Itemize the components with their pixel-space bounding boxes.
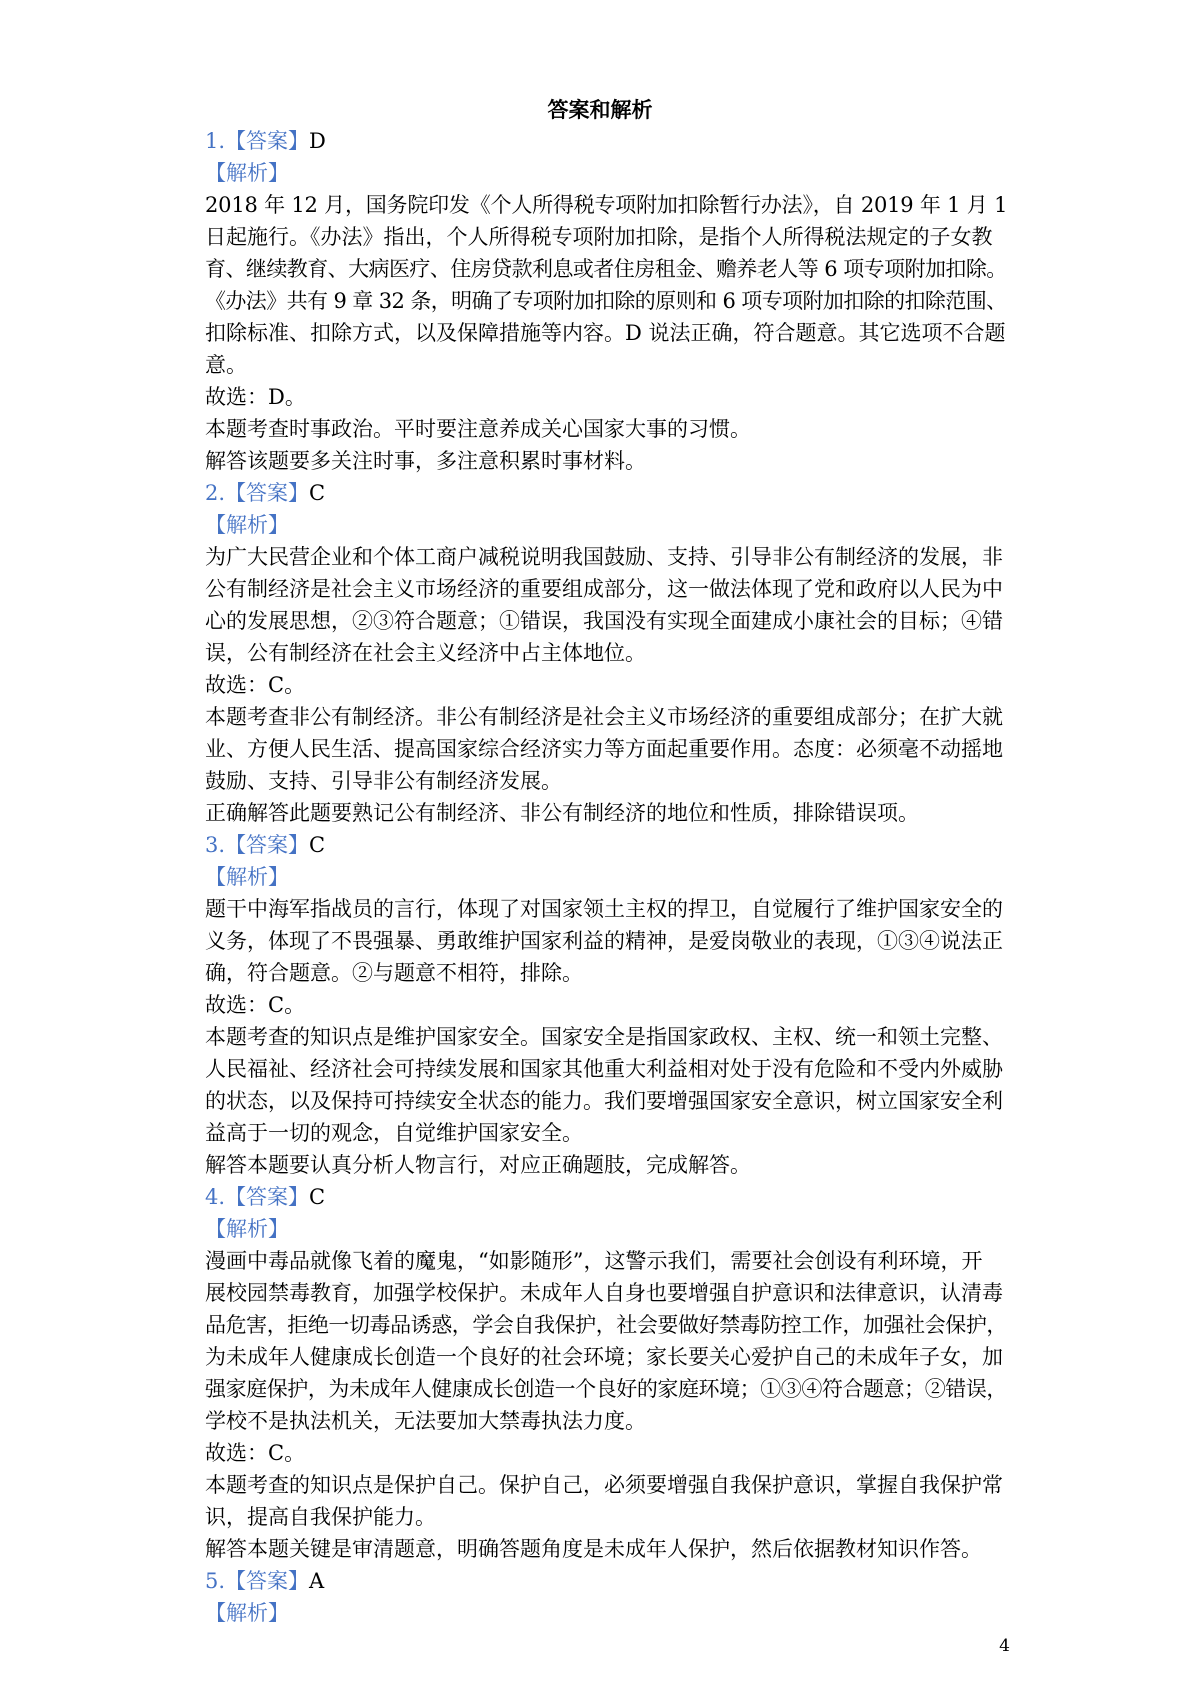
explanation-line: 本题考查非公有制经济。非公有制经济是社会主义市场经济的重要组成部分；在扩大就 <box>205 705 1003 729</box>
explanation-line: 故选：C。 <box>205 993 306 1017</box>
explanation-line: 漫画中毒品就像飞着的魔鬼，“如影随形”，这警示我们，需要社会创设有利环境，开 <box>205 1249 983 1273</box>
explanation-line: 品危害，拒绝一切毒品诱惑，学会自我保护，社会要做好禁毒防控工作，加强社会保护， <box>205 1313 1007 1337</box>
analysis-label: 【解析】 <box>205 1601 289 1625</box>
analysis-label: 【解析】 <box>205 513 289 537</box>
explanation-line: 题干中海军指战员的言行，体现了对国家领土主权的捍卫，自觉履行了维护国家安全的 <box>205 897 1003 921</box>
explanation-line: 本题考查时事政治。平时要注意养成关心国家大事的习惯。 <box>205 417 751 441</box>
answer-value: C <box>309 833 326 857</box>
explanation-line: 2018 年 12 月，国务院印发《个人所得税专项附加扣除暂行办法》，自 2019 年 1 月 1 <box>205 193 1008 217</box>
answer-label: 【答案】 <box>225 1185 310 1209</box>
explanation-line: 人民福祉、经济社会可持续发展和国家其他重大利益相对处于没有危险和不受内外威胁 <box>205 1057 1003 1081</box>
explanation-line: 展校园禁毒教育，加强学校保护。未成年人自身也要增强自护意识和法律意识，认清毒 <box>205 1281 1003 1305</box>
explanation-line: 误，公有制经济在社会主义经济中占主体地位。 <box>205 641 646 665</box>
explanation-line: 鼓励、支持、引导非公有制经济发展。 <box>205 769 562 793</box>
answer-value: D <box>309 129 326 153</box>
answer-header <box>205 829 1007 861</box>
question-number: 5. <box>205 1569 226 1593</box>
explanation-line: 故选：C。 <box>205 673 306 697</box>
explanation-line: 的状态，以及保持可持续安全状态的能力。我们要增强国家安全意识，树立国家安全利 <box>205 1089 1003 1113</box>
question-number: 2. <box>205 481 226 505</box>
explanation-line: 扣除标准、扣除方式，以及保障措施等内容。D 说法正确，符合题意。其它选项不合题 <box>205 321 1006 345</box>
explanation-line: 学校不是执法机关，无法要加大禁毒执法力度。 <box>205 1409 646 1433</box>
explanation-line: 心的发展思想，②③符合题意；①错误，我国没有实现全面建成小康社会的目标；④错 <box>205 609 1003 633</box>
explanation-line: 本题考查的知识点是维护国家安全。国家安全是指国家政权、主权、统一和领土完整、 <box>205 1025 1003 1049</box>
answer-header <box>205 1181 1007 1213</box>
answer-header <box>205 477 1007 509</box>
explanation-line: 解答该题要多关注时事，多注意积累时事材料。 <box>205 449 646 473</box>
explanation-line: 公有制经济是社会主义市场经济的重要组成部分，这一做法体现了党和政府以人民为中 <box>205 577 1003 601</box>
page-number: 4 <box>999 1636 1010 1656</box>
explanation-line: 育、继续教育、大病医疗、住房贷款利息或者住房租金、赡养老人等 6 项专项附加扣除。 <box>205 257 1007 281</box>
answer-label: 【答案】 <box>225 481 310 505</box>
explanation-line: 意。 <box>205 353 247 377</box>
answer-label: 【答案】 <box>225 129 310 153</box>
explanation-line: 解答本题要认真分析人物言行，对应正确题肢，完成解答。 <box>205 1153 751 1177</box>
explanation-line: 正确解答此题要熟记公有制经济、非公有制经济的地位和性质，排除错误项。 <box>205 801 919 825</box>
answer-header <box>205 125 1007 157</box>
explanation-line: 为未成年人健康成长创造一个良好的社会环境；家长要关心爱护自己的未成年子女，加 <box>205 1345 1003 1369</box>
page-title: 答案和解析 <box>547 97 653 122</box>
analysis-label: 【解析】 <box>205 865 289 889</box>
explanation-line: 业、方便人民生活、提高国家综合经济实力等方面起重要作用。态度：必须毫不动摇地 <box>205 737 1003 761</box>
analysis-label: 【解析】 <box>205 161 289 185</box>
explanation-line: 《办法》共有 9 章 32 条，明确了专项附加扣除的原则和 6 项专项附加扣除的扣除范围、 <box>205 289 1007 313</box>
explanation-line: 故选：C。 <box>205 1441 306 1465</box>
answer-content <box>205 125 1007 1629</box>
answer-header <box>205 1565 1007 1597</box>
explanation-line: 义务，体现了不畏强暴、勇敢维护国家利益的精神，是爱岗敬业的表现，①③④说法正 <box>205 929 1003 953</box>
answer-label: 【答案】 <box>225 1569 310 1593</box>
explanation-line: 故选：D。 <box>205 385 306 409</box>
answer-label: 【答案】 <box>225 833 310 857</box>
answer-value: C <box>309 481 326 505</box>
explanation-line: 本题考查的知识点是保护自己。保护自己，必须要增强自我保护意识，掌握自我保护常 <box>205 1473 1003 1497</box>
explanation-line: 强家庭保护，为未成年人健康成长创造一个良好的家庭环境；①③④符合题意；②错误， <box>205 1377 1007 1401</box>
explanation-line: 解答本题关键是审清题意，明确答题角度是未成年人保护，然后依据教材知识作答。 <box>205 1537 982 1561</box>
answer-value: C <box>309 1185 326 1209</box>
explanation-line: 为广大民营企业和个体工商户减税说明我国鼓励、支持、引导非公有制经济的发展，非 <box>205 545 1003 569</box>
explanation-line: 益高于一切的观念，自觉维护国家安全。 <box>205 1121 583 1145</box>
answer-value: A <box>309 1569 325 1593</box>
explanation-line: 识，提高自我保护能力。 <box>205 1505 436 1529</box>
explanation-line: 日起施行。《办法》指出，个人所得税专项附加扣除，是指个人所得税法规定的子女教 <box>205 225 993 249</box>
explanation-line: 确，符合题意。②与题意不相符，排除。 <box>205 961 583 985</box>
question-number: 3. <box>205 833 226 857</box>
question-number: 1. <box>205 129 226 153</box>
analysis-label: 【解析】 <box>205 1217 289 1241</box>
question-number: 4. <box>205 1185 226 1209</box>
